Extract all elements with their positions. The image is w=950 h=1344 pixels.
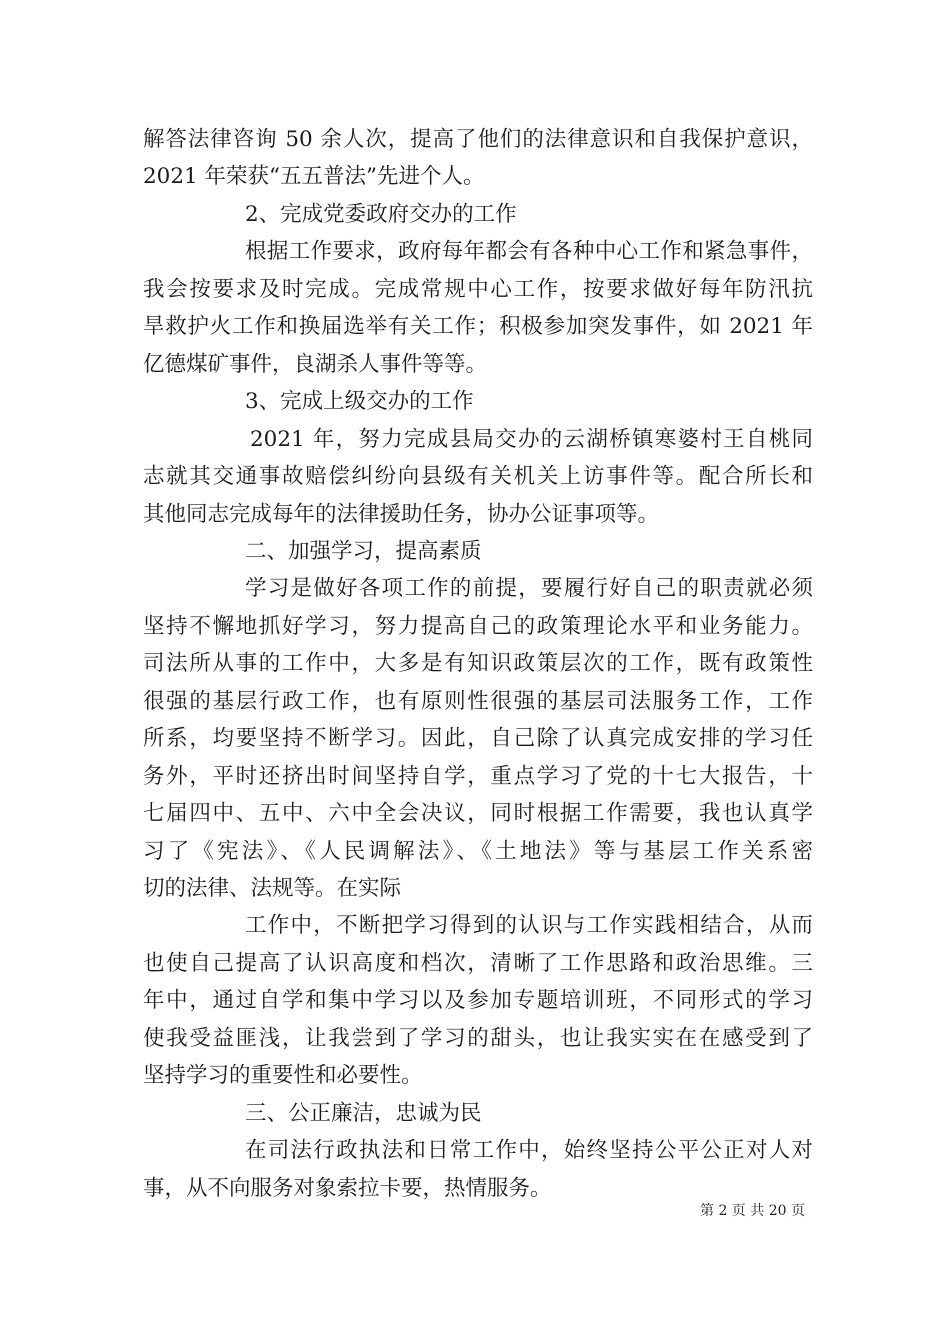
- text-line: 年中，通过自学和集中学习以及参加专题培训班，不同形式的学习: [143, 988, 813, 1013]
- text-line: 务外，平时还挤出时间坚持自学，重点学习了党的十七大报告，十: [143, 764, 813, 789]
- text-line: 我会按要求及时完成。完成常规中心工作，按要求做好每年防汛抗: [143, 277, 813, 302]
- text-line: 七届四中、五中、六中全会决议，同时根据工作需要，我也认真学: [143, 801, 813, 826]
- text-line: 很强的基层行政工作，也有原则性很强的基层司法服务工作，工作: [143, 689, 813, 714]
- text-line: 司法所从事的工作中，大多是有知识政策层次的工作，既有政策性: [143, 651, 813, 676]
- text-line: 使我受益匪浅，让我尝到了学习的甜头，也让我实实在在感受到了: [143, 1026, 813, 1051]
- text-line: 旱救护火工作和换届选举有关工作；积极参加突发事件，如 2021 年: [143, 314, 813, 339]
- section-heading: 3、完成上级交办的工作: [245, 389, 474, 414]
- text-line: 学习是做好各项工作的前提，要履行好自己的职责就必须: [245, 576, 813, 601]
- text-line: 也使自己提高了认识高度和档次，清晰了工作思路和政治思维。三: [143, 951, 813, 976]
- text-line: 根据工作要求，政府每年都会有各种中心工作和紧急事件，: [245, 239, 813, 264]
- text-line: 事，从不向服务对象索拉卡要，热情服务。: [143, 1176, 552, 1201]
- section-heading: 2、完成党委政府交办的工作: [245, 202, 517, 227]
- text-line: 所系，均要坚持不断学习。因此，自己除了认真完成安排的学习任: [143, 726, 813, 751]
- page-number: 第 2 页 共 20 页: [700, 1203, 805, 1219]
- text-line: 坚持学习的重要性和必要性。: [143, 1063, 423, 1088]
- text-line: 其他同志完成每年的法律援助任务，协办公证事项等。: [143, 502, 660, 527]
- text-line: 2021 年荣获“五五普法”先进个人。: [143, 164, 485, 189]
- text-line: 志就其交通事故赔偿纠纷向县级有关机关上访事件等。配合所长和: [143, 464, 813, 489]
- section-heading: 三、公正廉洁，忠诚为民: [245, 1101, 482, 1126]
- text-line: 亿德煤矿事件，良湖杀人事件等等。: [143, 352, 488, 377]
- text-line: 习了《宪法》、《人民调解法》、《土地法》等与基层工作关系密: [143, 839, 813, 864]
- text-line: 坚持不懈地抓好学习，努力提高自己的政策理论水平和业务能力。: [143, 614, 813, 639]
- section-heading: 二、加强学习，提高素质: [245, 539, 482, 564]
- text-line: 切的法律、法规等。在实际: [143, 876, 402, 901]
- text-line: 工作中，不断把学习得到的认识与工作实践相结合，从而: [245, 913, 813, 938]
- text-line: 在司法行政执法和日常工作中，始终坚持公平公正对人对: [245, 1138, 813, 1163]
- text-line: 2021 年，努力完成县局交办的云湖桥镇寒婆村王自桃同: [250, 427, 813, 452]
- text-line: 解答法律咨询 50 余人次，提高了他们的法律意识和自我保护意识，: [143, 127, 813, 152]
